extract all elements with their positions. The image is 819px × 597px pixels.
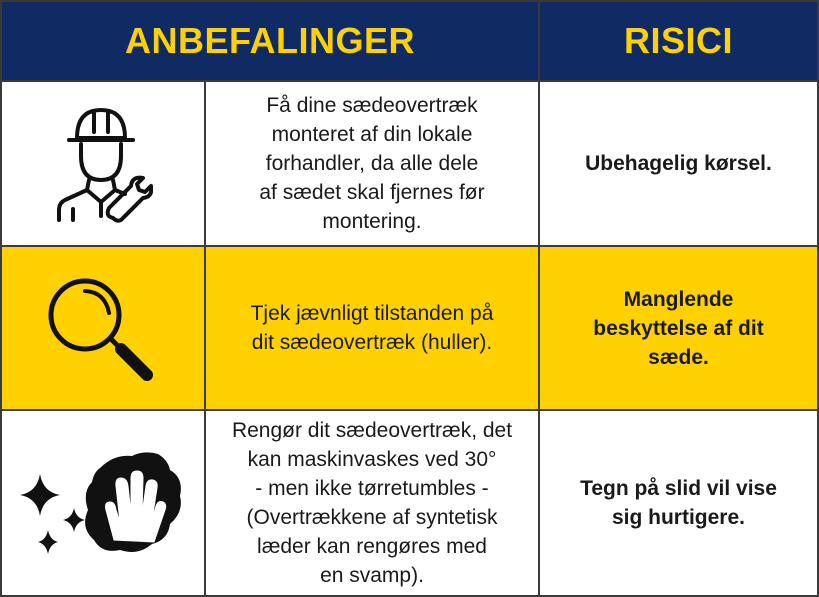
mechanic-with-wrench-icon	[53, 104, 153, 224]
risk-cell	[540, 411, 817, 595]
header-recommendations: ANBEFALINGER	[2, 2, 540, 80]
risk-text: Tegn på slid vil vise sig hurtigere.	[580, 477, 777, 529]
recommendation-cell	[206, 411, 540, 595]
risk-text: Ubehagelig kørsel.	[585, 152, 772, 175]
recommendation-cell	[206, 82, 540, 245]
magnifying-glass-icon	[43, 273, 163, 383]
table-header	[2, 2, 817, 80]
risk-text: Manglende beskyttelse af dit sæde.	[593, 287, 764, 369]
table-row	[2, 409, 817, 595]
icon-cell	[2, 247, 206, 409]
recommendation-cell	[206, 247, 540, 409]
table-row	[2, 245, 817, 409]
recommendation-text: Rengør dit sædeovertræk, det kan maskinvaskes ved 30° - men ikke tørretumbles - (Overtrækkene af syntetisk læder kan rengøres med en svamp).	[231, 419, 513, 587]
risk-cell	[540, 247, 817, 409]
table-row	[2, 80, 817, 245]
cleaning-hand-sparkles-icon	[18, 448, 188, 558]
recommendation-text: Tjek jævnligt tilstanden på dit sædeovertræk (huller).	[250, 302, 494, 354]
recommendation-text: Få dine sædeovertræk monteret af din lokale forhandler, da alle dele af sædet skal fjernes før montering.	[259, 94, 485, 233]
header-risks: RISICI	[623, 20, 733, 61]
risk-cell	[540, 82, 817, 245]
icon-cell	[2, 411, 206, 595]
icon-cell	[2, 82, 206, 245]
